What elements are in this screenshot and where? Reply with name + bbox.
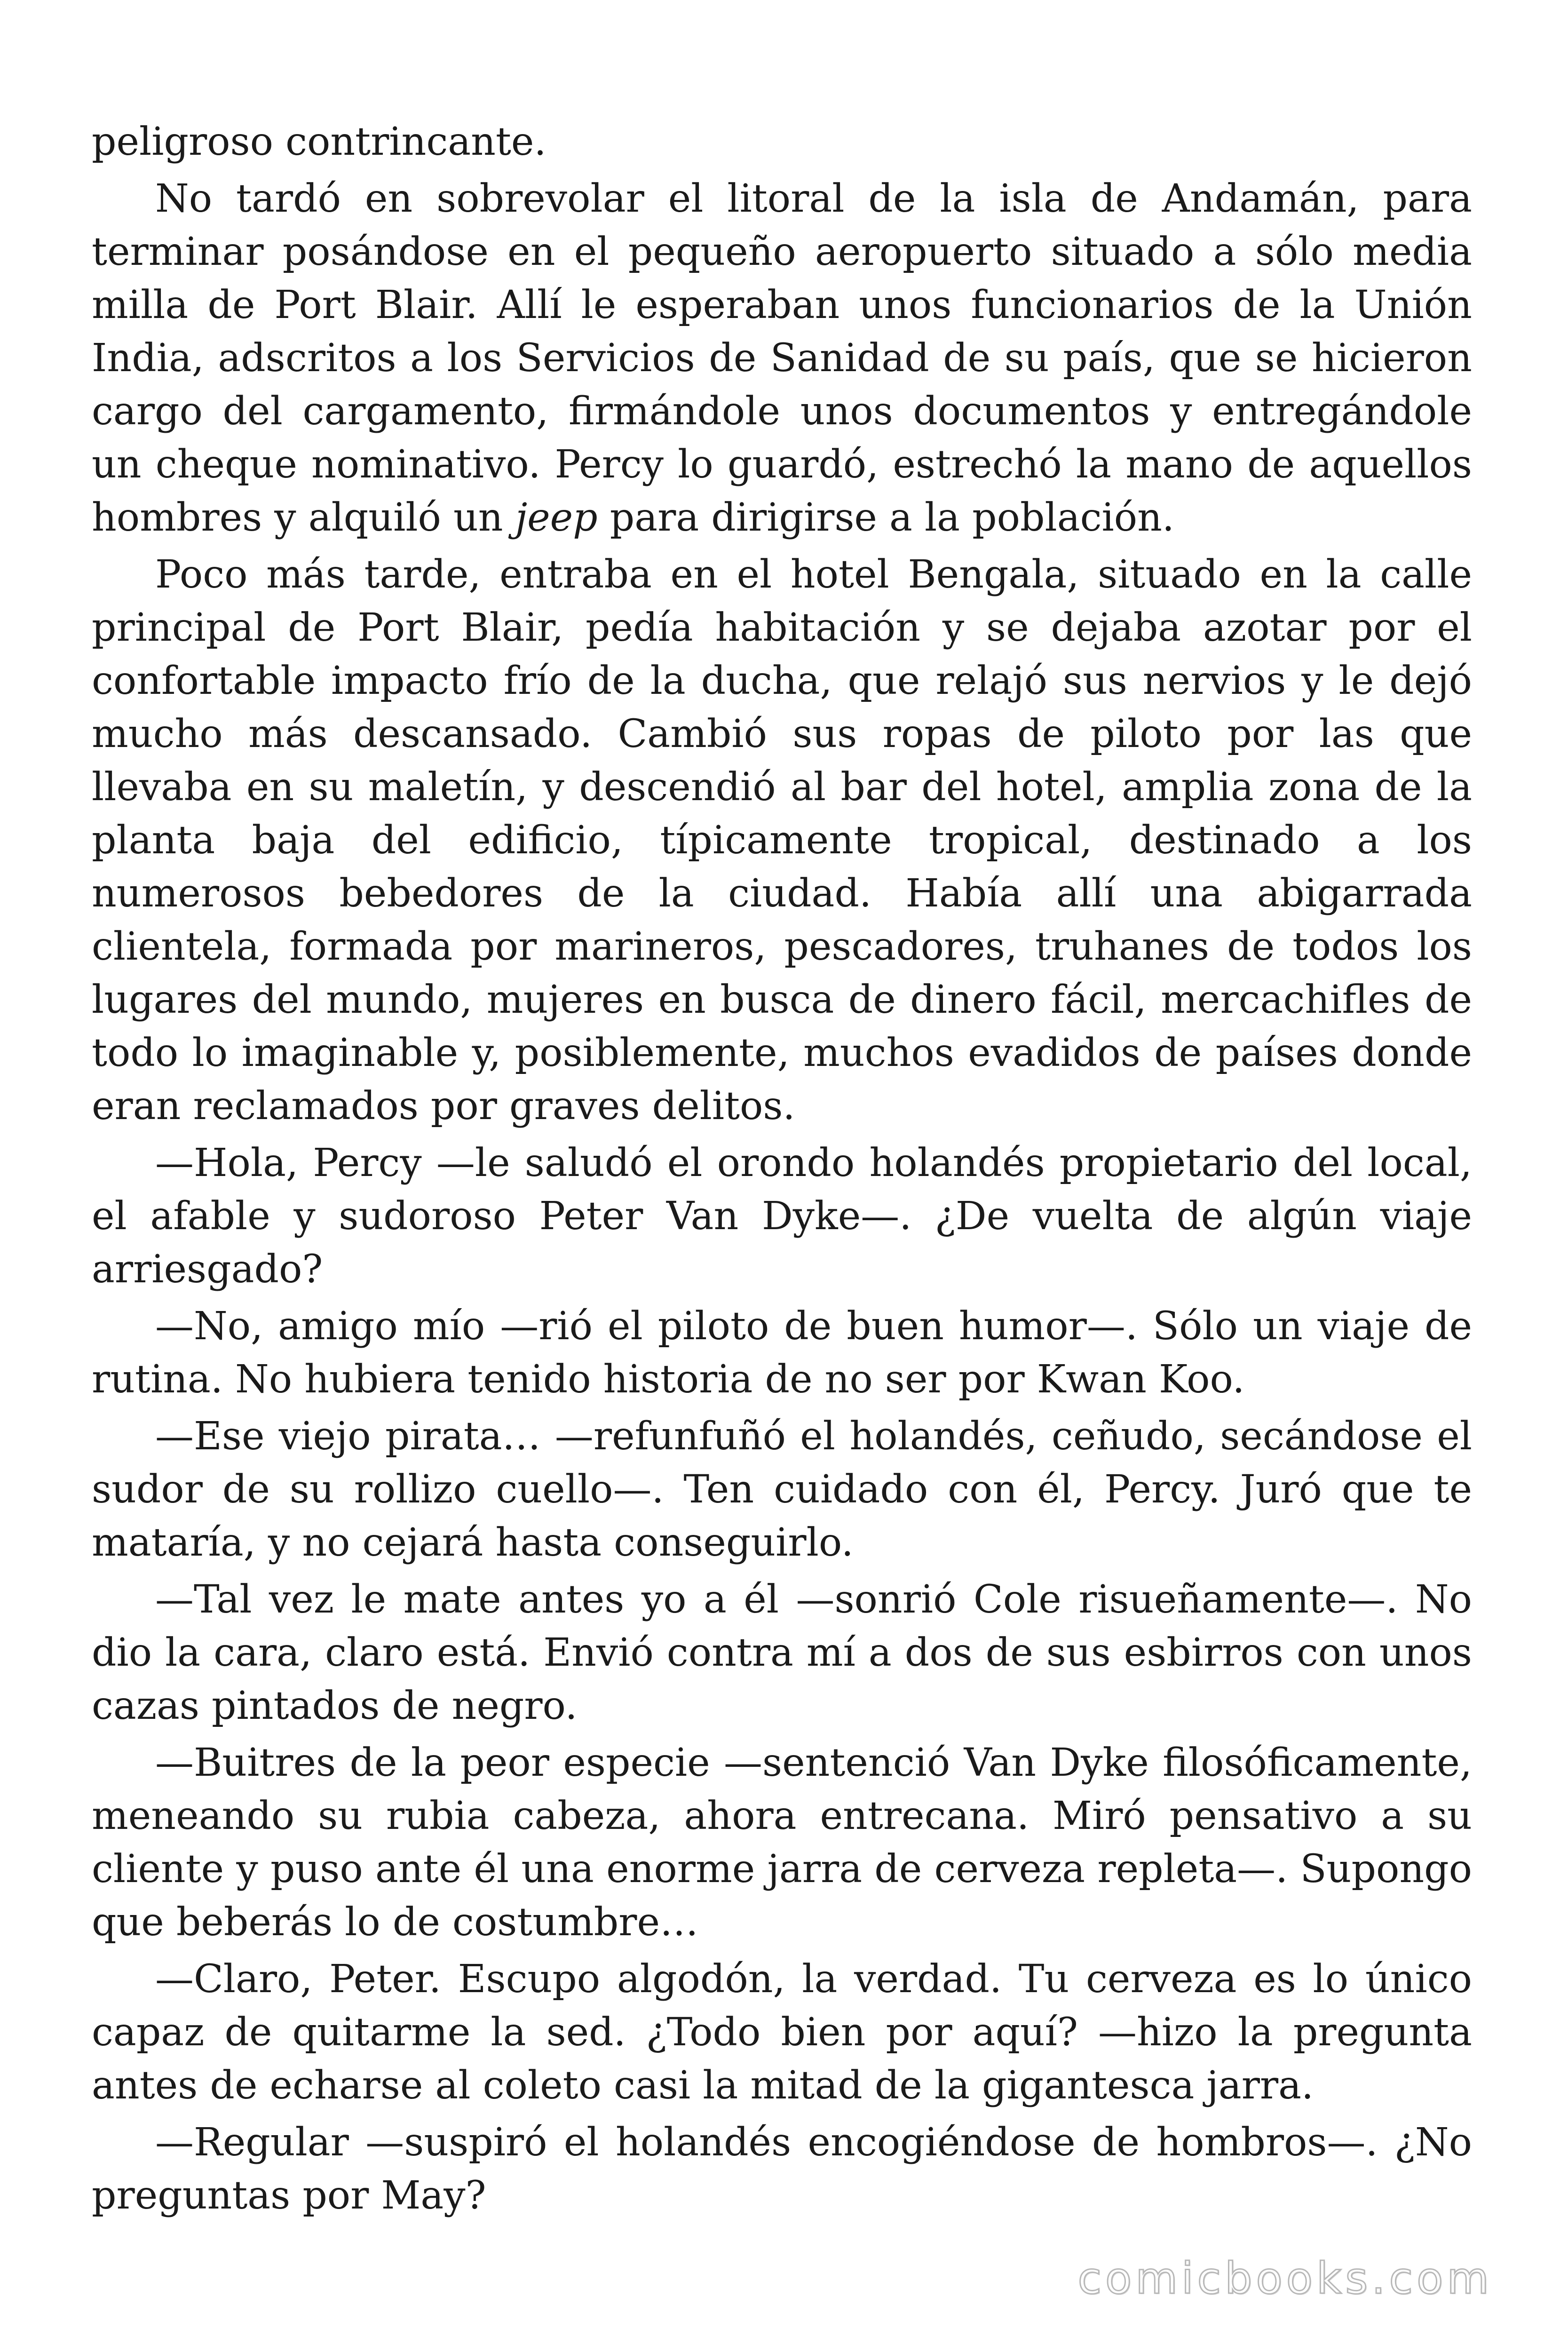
- paragraph-10: —Regular —suspiró el holandés encogiéndose de hombros—. ¿No preguntas por May?: [92, 2120, 1472, 2218]
- paragraph-2-italic-word: jeep: [515, 495, 598, 540]
- book-page-text: [92, 115, 1472, 2226]
- paragraph-2-text: No tardó en sobrevolar el litoral de la isla de Andamán, para terminar posándose en el pequeño aeropuerto situado a sólo media milla de Port Blair. Allí le esperaban unos funcionarios de la Unión India, adscritos a los Servicios de Sanidad de su país, que se hicieron cargo del cargamento, firmándole unos documentos y entregándole un cheque nominativo. Percy lo guardó, estrechó la mano de aquellos hombres y alquiló un: [92, 176, 1472, 540]
- paragraph-2-text-end: para dirigirse a la población.: [597, 495, 1174, 540]
- paragraph-4: —Hola, Percy —le saludó el orondo holandés propietario del local, el afable y sudoroso Peter Van Dyke—. ¿De vuelta de algún viaje arriesgado?: [92, 1141, 1472, 1292]
- paragraph-2: [92, 172, 1472, 544]
- paragraph-8: —Buitres de la peor especie —sentenció Van Dyke filosóficamente, meneando su rubia cabeza, ahora entrecana. Miró pensativo a su cliente y puso ante él una enorme jarra de cerveza repleta—. Supongo que beberás lo de costumbre…: [92, 1740, 1472, 1945]
- paragraph-5: —No, amigo mío —rió el piloto de buen humor—. Sólo un viaje de rutina. No hubiera tenido historia de no ser por Kwan Koo.: [92, 1304, 1472, 1402]
- paragraph-6: —Ese viejo pirata… —refunfuñó el holandés, ceñudo, secándose el sudor de su rollizo cuello—. Ten cuidado con él, Percy. Juró que te mataría, y no cejará hasta conseguirlo.: [92, 1414, 1472, 1565]
- paragraph-7: —Tal vez le mate antes yo a él —sonrió Cole risueñamente—. No dio la cara, claro está. Envió contra mí a dos de sus esbirros con unos cazas pintados de negro.: [92, 1577, 1472, 1728]
- paragraph-3: Poco más tarde, entraba en el hotel Bengala, situado en la calle principal de Port Blair, pedía habitación y se dejaba azotar por el confortable impacto frío de la ducha, que relajó sus nervios y le dejó mucho más descansado. Cambió sus ropas de piloto por las que llevaba en su maletín, y descendió al bar del hotel, amplia zona de la planta baja del edificio, típicamente tropical, destinado a los numerosos bebedores de la ciudad. Había allí una abigarrada clientela, formada por marineros, pescadores, truhanes de todos los lugares del mundo, mujeres en busca de dinero fácil, mercachifles de todo lo imaginable y, posiblemente, muchos evadidos de países donde eran reclamados por graves delitos.: [92, 552, 1472, 1128]
- watermark-logo: comicbooks.com: [1077, 2253, 1493, 2304]
- paragraph-1: peligroso contrincante.: [92, 119, 546, 164]
- paragraph-9: —Claro, Peter. Escupo algodón, la verdad. Tu cerveza es lo único capaz de quitarme la sed. ¿Todo bien por aquí? —hizo la pregunta antes de echarse al coleto casi la mitad de la gigantesca jarra.: [92, 1957, 1472, 2108]
